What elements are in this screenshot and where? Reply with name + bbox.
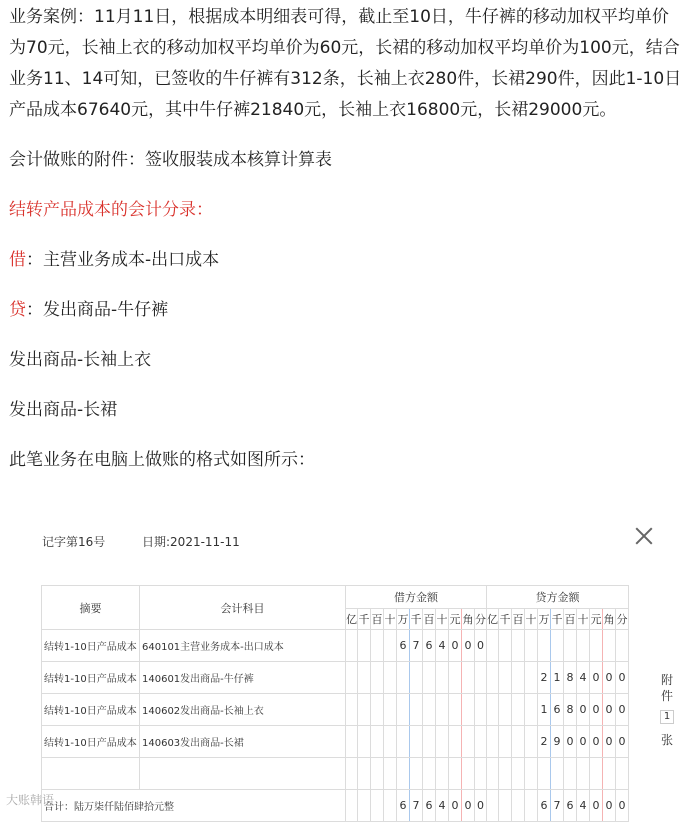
debit-digit: 7 xyxy=(410,630,423,662)
debit-digit xyxy=(371,694,384,726)
debit-digit xyxy=(475,758,487,790)
row-summary: 结转1-10日产品成本 xyxy=(42,694,140,726)
total-debit-digit: 4 xyxy=(436,790,449,822)
row-summary: 结转1-10日产品成本 xyxy=(42,726,140,758)
debit-digit xyxy=(384,694,397,726)
credit-digit xyxy=(616,630,629,662)
debit-digit xyxy=(436,758,449,790)
account-header: 会计科目 xyxy=(140,586,346,630)
debit-account: ：主营业务成本-出口成本 xyxy=(26,250,220,270)
total-credit-digit xyxy=(487,790,499,822)
credit-digit xyxy=(499,726,512,758)
voucher-row[interactable] xyxy=(42,662,629,694)
debit-unit-7: 十 xyxy=(436,609,449,630)
debit-unit-2: 百 xyxy=(371,609,384,630)
debit-digit xyxy=(397,726,410,758)
summary-header: 摘要 xyxy=(42,586,140,630)
debit-digit xyxy=(384,662,397,694)
debit-digit xyxy=(462,726,475,758)
voucher-row[interactable] xyxy=(42,726,629,758)
total-credit-digit: 6 xyxy=(538,790,551,822)
credit-digit: 0 xyxy=(577,694,590,726)
debit-digit: 6 xyxy=(397,630,410,662)
voucher-number: 记字第16号 xyxy=(42,535,106,549)
debit-digit xyxy=(449,726,462,758)
debit-digit xyxy=(449,662,462,694)
voucher-row[interactable] xyxy=(42,694,629,726)
attachment-label: 附件 xyxy=(660,673,673,703)
credit-unit-0: 亿 xyxy=(487,609,499,630)
total-credit-digit: 4 xyxy=(577,790,590,822)
debit-unit-1: 千 xyxy=(358,609,371,630)
debit-digit xyxy=(410,694,423,726)
watermark: 大账韩语 xyxy=(6,793,55,807)
debit-digit xyxy=(384,630,397,662)
credit-digit: 0 xyxy=(603,726,616,758)
credit-mark: 贷 xyxy=(9,300,26,320)
debit-digit: 6 xyxy=(423,630,436,662)
debit-unit-8: 元 xyxy=(449,609,462,630)
debit-digit xyxy=(358,662,371,694)
credit-digit: 8 xyxy=(564,694,577,726)
debit-digit: 4 xyxy=(436,630,449,662)
debit-unit-3: 十 xyxy=(384,609,397,630)
row-summary xyxy=(42,758,140,790)
row-account: 140603发出商品-长裙 xyxy=(140,726,346,758)
credit-header: 贷方金额 xyxy=(487,586,629,609)
credit-digit: 1 xyxy=(551,662,564,694)
total-debit-digit xyxy=(358,790,371,822)
debit-digit: 0 xyxy=(475,630,487,662)
debit-unit-5: 千 xyxy=(410,609,423,630)
debit-digit xyxy=(423,726,436,758)
total-debit-digit xyxy=(384,790,397,822)
voucher-date: 日期:2021-11-11 xyxy=(142,535,240,549)
credit-digit xyxy=(487,758,499,790)
credit-unit-7: 十 xyxy=(577,609,590,630)
credit-digit: 0 xyxy=(590,662,603,694)
debit-unit-9: 角 xyxy=(462,609,475,630)
debit-digit xyxy=(475,662,487,694)
credit-digit: 0 xyxy=(603,694,616,726)
credit-digit xyxy=(512,630,525,662)
entry-heading: 结转产品成本的会计分录： xyxy=(9,200,213,220)
credit-digit xyxy=(512,758,525,790)
debit-unit-10: 分 xyxy=(475,609,487,630)
debit-digit xyxy=(475,726,487,758)
row-account: 140602发出商品-长袖上衣 xyxy=(140,694,346,726)
debit-digit xyxy=(346,758,358,790)
total-credit-digit xyxy=(525,790,538,822)
credit-digit: 0 xyxy=(564,726,577,758)
debit-digit xyxy=(436,694,449,726)
credit-digit xyxy=(577,630,590,662)
credit-digit xyxy=(499,758,512,790)
credit-digit xyxy=(487,726,499,758)
credit-digit xyxy=(525,662,538,694)
debit-digit xyxy=(436,662,449,694)
total-debit-digit: 6 xyxy=(397,790,410,822)
credit-digit xyxy=(499,630,512,662)
row-account: 140601发出商品-牛仔裤 xyxy=(140,662,346,694)
row-summary: 结转1-10日产品成本 xyxy=(42,630,140,662)
debit-digit xyxy=(346,630,358,662)
debit-digit xyxy=(346,726,358,758)
credit-digit xyxy=(590,630,603,662)
credit-digit xyxy=(512,726,525,758)
attachment-unit: 张 xyxy=(660,733,673,747)
credit-digit xyxy=(499,662,512,694)
credit-digit: 2 xyxy=(538,662,551,694)
voucher-screenshot xyxy=(0,515,690,818)
credit-line-c: 发出商品-长裙 xyxy=(9,400,118,420)
credit-digit xyxy=(512,662,525,694)
credit-digit: 0 xyxy=(603,662,616,694)
credit-unit-6: 百 xyxy=(564,609,577,630)
debit-digit xyxy=(397,662,410,694)
credit-unit-2: 百 xyxy=(512,609,525,630)
credit-digit: 0 xyxy=(616,662,629,694)
attachment-counter xyxy=(660,672,674,748)
total-credit-digit: 7 xyxy=(551,790,564,822)
credit-digit xyxy=(564,758,577,790)
debit-digit xyxy=(462,694,475,726)
debit-digit xyxy=(397,758,410,790)
case-paragraph: 业务案例：11月11日，根据成本明细表可得，截止至10日，牛仔裤的移动加权平均单价为70元，长袖上衣的移动加权平均单价为60元，长裙的移动加权平均单价为100元，结合业务11、14可知，已签收的牛仔裤有312条，长袖上衣280件，长裙290件，因此1-10日产品成本67640元，其中牛仔裤21840元，长袖上衣16800元，长裙29000元。 xyxy=(9,7,682,120)
credit-unit-3: 十 xyxy=(525,609,538,630)
credit-digit xyxy=(525,726,538,758)
total-label: 合计：陆万柒仟陆佰肆拾元整 xyxy=(42,790,346,822)
debit-digit xyxy=(346,662,358,694)
voucher-row[interactable] xyxy=(42,758,629,790)
debit-digit xyxy=(410,758,423,790)
debit-digit xyxy=(371,758,384,790)
credit-digit: 0 xyxy=(616,694,629,726)
credit-digit xyxy=(538,758,551,790)
total-row xyxy=(42,790,629,822)
debit-unit-4: 万 xyxy=(397,609,410,630)
credit-unit-9: 角 xyxy=(603,609,616,630)
credit-digit xyxy=(512,694,525,726)
credit-unit-8: 元 xyxy=(590,609,603,630)
attachment-paragraph: 会计做账的附件：签收服装成本核算计算表 xyxy=(9,150,332,170)
debit-digit xyxy=(384,758,397,790)
credit-digit: 1 xyxy=(538,694,551,726)
debit-digit xyxy=(410,662,423,694)
credit-digit: 8 xyxy=(564,662,577,694)
credit-digit: 2 xyxy=(538,726,551,758)
total-credit-digit: 0 xyxy=(590,790,603,822)
debit-digit: 0 xyxy=(449,630,462,662)
debit-digit xyxy=(462,758,475,790)
credit-digit xyxy=(525,758,538,790)
debit-digit: 0 xyxy=(462,630,475,662)
debit-digit xyxy=(371,726,384,758)
credit-digit xyxy=(551,630,564,662)
voucher-table xyxy=(41,585,629,822)
credit-digit: 0 xyxy=(590,726,603,758)
credit-unit-10: 分 xyxy=(616,609,629,630)
voucher-row[interactable] xyxy=(42,630,629,662)
total-credit-digit xyxy=(499,790,512,822)
debit-digit xyxy=(358,630,371,662)
total-debit-digit: 6 xyxy=(423,790,436,822)
credit-digit xyxy=(616,758,629,790)
total-debit-digit: 7 xyxy=(410,790,423,822)
debit-digit xyxy=(358,694,371,726)
credit-digit: 0 xyxy=(590,694,603,726)
row-summary: 结转1-10日产品成本 xyxy=(42,662,140,694)
debit-digit xyxy=(475,694,487,726)
credit-digit xyxy=(590,758,603,790)
debit-mark: 借 xyxy=(9,250,26,270)
article-text xyxy=(9,2,684,476)
debit-digit xyxy=(423,694,436,726)
total-debit-digit: 0 xyxy=(449,790,462,822)
total-debit-digit: 0 xyxy=(475,790,487,822)
total-debit-digit: 0 xyxy=(462,790,475,822)
credit-digit: 0 xyxy=(616,726,629,758)
total-credit-digit: 0 xyxy=(603,790,616,822)
attachment-count-input[interactable]: 1 xyxy=(660,710,674,724)
debit-digit xyxy=(358,758,371,790)
credit-line-b: 发出商品-长袖上衣 xyxy=(9,350,152,370)
total-credit-digit: 6 xyxy=(564,790,577,822)
credit-digit xyxy=(499,694,512,726)
format-note: 此笔业务在电脑上做账的格式如图所示： xyxy=(9,450,315,470)
credit-digit xyxy=(525,630,538,662)
debit-digit xyxy=(371,662,384,694)
credit-digit xyxy=(538,630,551,662)
debit-digit xyxy=(436,726,449,758)
debit-digit xyxy=(423,758,436,790)
debit-line xyxy=(9,245,684,276)
debit-unit-0: 亿 xyxy=(346,609,358,630)
debit-digit xyxy=(346,694,358,726)
debit-digit xyxy=(397,694,410,726)
debit-digit xyxy=(423,662,436,694)
debit-digit xyxy=(449,694,462,726)
total-credit-digit: 0 xyxy=(616,790,629,822)
credit-digit xyxy=(525,694,538,726)
credit-digit: 4 xyxy=(577,662,590,694)
credit-digit xyxy=(564,630,577,662)
credit-digit: 9 xyxy=(551,726,564,758)
debit-digit xyxy=(371,630,384,662)
credit-digit xyxy=(551,758,564,790)
credit-line xyxy=(9,295,684,326)
total-debit-digit xyxy=(346,790,358,822)
debit-digit xyxy=(410,726,423,758)
credit-digit xyxy=(487,630,499,662)
debit-header: 借方金额 xyxy=(346,586,487,609)
credit-digit xyxy=(603,758,616,790)
close-icon[interactable] xyxy=(633,525,655,547)
credit-digit: 0 xyxy=(577,726,590,758)
row-account xyxy=(140,758,346,790)
credit-unit-1: 千 xyxy=(499,609,512,630)
debit-unit-6: 百 xyxy=(423,609,436,630)
credit-account: ：发出商品-牛仔裤 xyxy=(26,300,169,320)
row-account: 640101主营业务成本-出口成本 xyxy=(140,630,346,662)
total-debit-digit xyxy=(371,790,384,822)
credit-digit xyxy=(577,758,590,790)
debit-digit xyxy=(462,662,475,694)
credit-unit-5: 千 xyxy=(551,609,564,630)
credit-digit xyxy=(603,630,616,662)
total-credit-digit xyxy=(512,790,525,822)
credit-unit-4: 万 xyxy=(538,609,551,630)
credit-digit: 6 xyxy=(551,694,564,726)
debit-digit xyxy=(449,758,462,790)
credit-digit xyxy=(487,694,499,726)
debit-digit xyxy=(358,726,371,758)
debit-digit xyxy=(384,726,397,758)
credit-digit xyxy=(487,662,499,694)
